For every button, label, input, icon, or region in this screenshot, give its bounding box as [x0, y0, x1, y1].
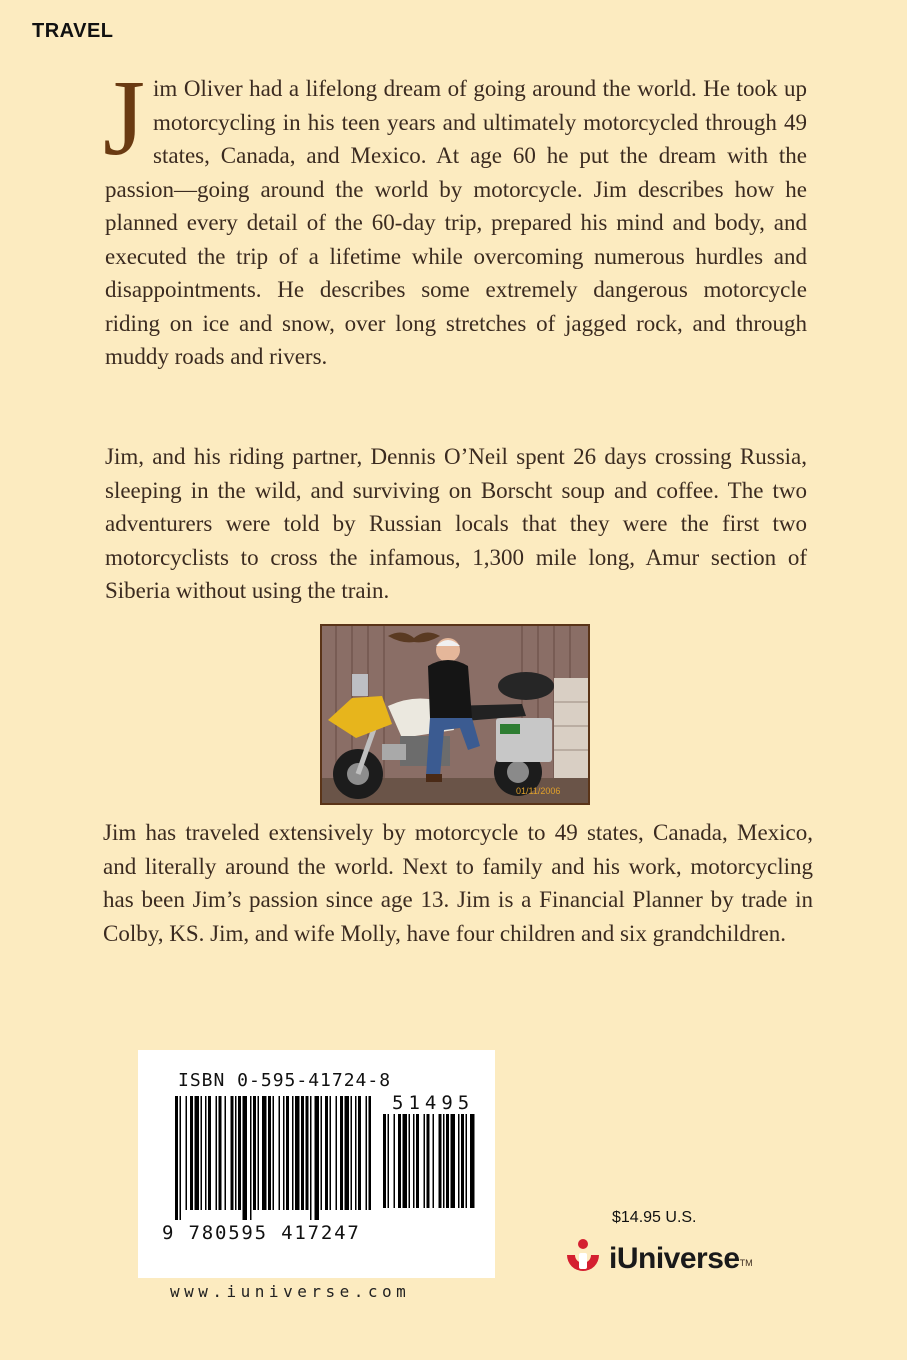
- barcode-bar: [409, 1114, 411, 1208]
- trademark-mark: TM: [739, 1258, 753, 1268]
- barcode-bar: [292, 1096, 294, 1210]
- barcode-bar: [195, 1096, 200, 1210]
- barcode-bar: [388, 1114, 390, 1208]
- barcode-bar: [186, 1096, 188, 1210]
- author-bio-paragraph: Jim has traveled extensively by motorcycle to 49 states, Canada, Mexico, and literally around the world. Next to family and his work, motorcycling has been Jim’s passion since age 13. Jim is a Financial Planner by trade in Colby, KS. Jim, and wife Molly, have four children and six grandchildren.: [103, 820, 813, 946]
- barcode-bar: [216, 1096, 218, 1210]
- author-motorcycle-photo: [320, 624, 590, 805]
- isbn-number: ISBN 0-595-41724-8: [178, 1070, 392, 1091]
- barcode-bar: [205, 1096, 207, 1210]
- barcode-bar: [461, 1114, 464, 1208]
- barcode-bar: [235, 1096, 237, 1210]
- barcode-bar: [413, 1114, 415, 1208]
- barcode-bar: [268, 1096, 271, 1210]
- publisher-name: iUniverse: [609, 1242, 740, 1275]
- ean-barcode: [175, 1096, 371, 1220]
- barcode-bar: [336, 1096, 338, 1210]
- synopsis-text: im Oliver had a lifelong dream of going around the world. He took up motorcycling in his teen years and ultimately motorcycled through 49 states, Canada, and Mexico. At age 60 he put the dream with the passion—going around the world by motorcycle. Jim describes how he planned every detail of the 60-day trip, prepared his mind and body, and executed the trip of a lifetime while overcoming numerous hurdles and disappointments. He describes some extremely dangerous motorcycle riding on ice and snow, over long stretches of jagged rock, and through muddy roads and rivers.: [105, 76, 807, 369]
- barcode-bar: [466, 1114, 468, 1208]
- barcode-bar: [394, 1114, 396, 1208]
- addon-barcode: [383, 1114, 477, 1218]
- barcode-bar: [325, 1096, 328, 1210]
- barcode-bar: [458, 1114, 460, 1208]
- category-label: TRAVEL: [32, 20, 114, 42]
- barcode-bar: [175, 1096, 178, 1220]
- barcode-bar: [231, 1096, 234, 1210]
- barcode-bar: [243, 1096, 248, 1220]
- ean-digits: 9 780595 417247: [162, 1222, 361, 1244]
- barcode-bar: [306, 1096, 309, 1210]
- barcode-bar: [310, 1096, 312, 1220]
- iuniverse-logo-icon: [563, 1237, 603, 1281]
- barcode-bar: [238, 1096, 241, 1210]
- russia-paragraph: Jim, and his riding partner, Dennis O’Neil spent 26 days crossing Russia, sleeping in the wild, and surviving on Borscht soup and coffee. The two adventurers were told by Russian locals that they were the first two motorcyclists to cross the infamous, 1,300 mile long, Amur section of Siberia without using the train.: [105, 444, 807, 603]
- barcode-bar: [190, 1096, 193, 1210]
- barcode-bar: [201, 1096, 203, 1210]
- barcode-bar: [283, 1096, 285, 1210]
- barcode-bar: [253, 1096, 256, 1210]
- barcode-bar: [225, 1096, 227, 1210]
- barcode-bar: [383, 1114, 386, 1208]
- barcode-bar: [366, 1096, 368, 1210]
- iuniverse-logo: [563, 1234, 753, 1284]
- barcode-bar: [180, 1096, 182, 1220]
- barcode-bar: [451, 1114, 456, 1208]
- barcode-bar: [351, 1096, 353, 1210]
- photo-date-stamp: 01/11/2006: [516, 786, 561, 796]
- barcode-bar: [355, 1096, 357, 1210]
- barcode-bar: [208, 1096, 211, 1210]
- barcode-bar: [345, 1096, 350, 1210]
- drop-cap: J: [103, 59, 146, 178]
- barcode-bar: [258, 1096, 260, 1210]
- barcode-bar: [369, 1096, 372, 1210]
- barcode-bar: [443, 1114, 445, 1208]
- barcode-bar: [470, 1114, 475, 1208]
- price-label: $14.95 U.S.: [612, 1209, 697, 1226]
- barcode-bar: [340, 1096, 343, 1210]
- barcode-bar: [439, 1114, 442, 1208]
- barcode-bar: [219, 1096, 222, 1210]
- barcode-bar: [403, 1114, 408, 1208]
- barcode-bar: [279, 1096, 281, 1210]
- barcode-bar: [433, 1114, 435, 1208]
- barcode-bar: [427, 1114, 430, 1208]
- barcode-bar: [301, 1096, 304, 1210]
- barcode-bar: [358, 1096, 361, 1210]
- synopsis-paragraph: [103, 59, 807, 374]
- barcode-bar: [330, 1096, 332, 1210]
- publisher-website: www.iuniverse.com: [170, 1282, 411, 1301]
- barcode-bar: [398, 1114, 401, 1208]
- barcode-bar: [315, 1096, 320, 1220]
- barcode-bar: [416, 1114, 419, 1208]
- price-addon-digits: 51495: [392, 1092, 475, 1114]
- barcode-bar: [286, 1096, 289, 1210]
- barcode-bar: [295, 1096, 300, 1210]
- barcode-bar: [273, 1096, 275, 1210]
- barcode-bar: [262, 1096, 267, 1210]
- barcode-bar: [250, 1096, 252, 1220]
- barcode-bar: [321, 1096, 323, 1210]
- barcode-bar: [446, 1114, 449, 1208]
- barcode-bar: [424, 1114, 426, 1208]
